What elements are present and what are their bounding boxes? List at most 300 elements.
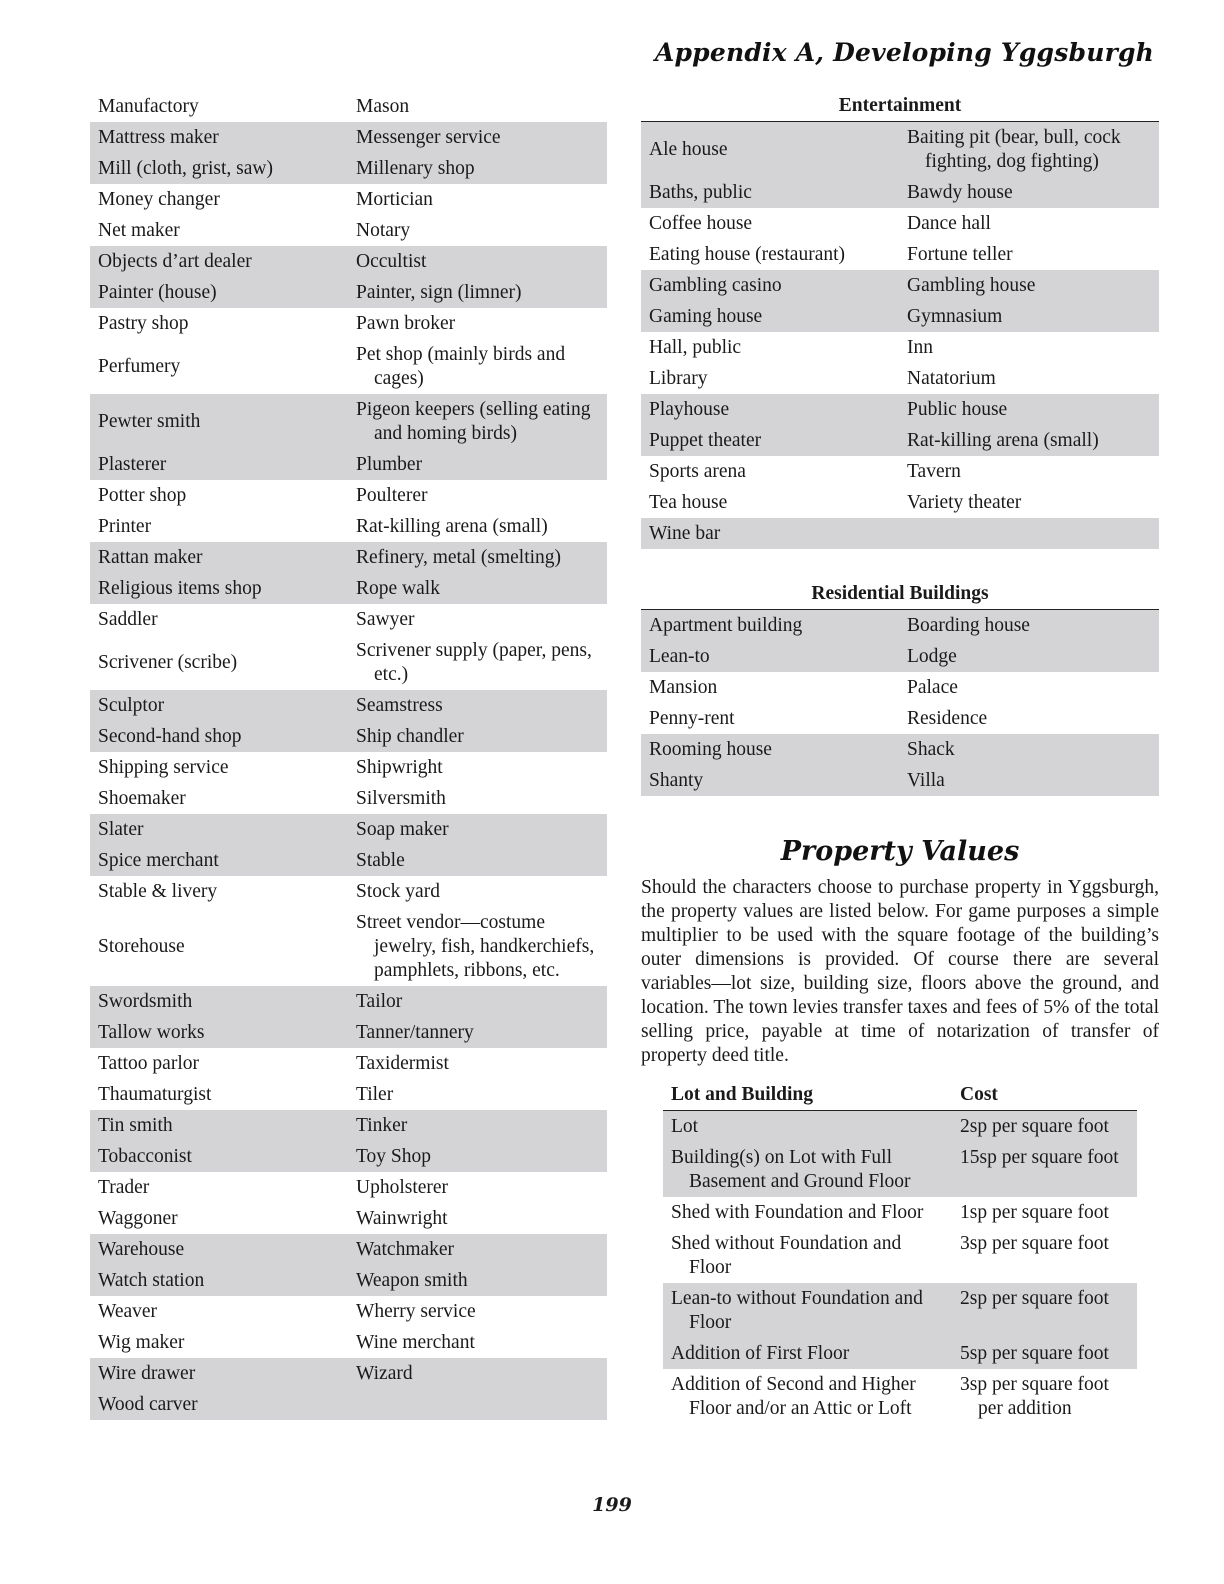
business-list-label-left: Potter shop — [98, 484, 187, 506]
business-list-cell-right — [348, 690, 607, 721]
business-list-label-right: Scrivener supply (paper, pens, etc.) — [356, 639, 592, 685]
business-list-cell-right — [348, 1327, 607, 1358]
cost-item-label: Addition of Second and Higher Floor and/or an Attic or Loft — [671, 1373, 916, 1419]
business-list-row — [90, 122, 607, 153]
entertainment-label-right: Tavern — [907, 460, 961, 482]
cost-value-cell — [952, 1369, 1137, 1424]
business-list-cell-left — [90, 542, 348, 573]
cost-row — [663, 1111, 1137, 1143]
residential-cell-left — [641, 610, 899, 641]
business-list-cell-right — [348, 814, 607, 845]
entertainment-label-left: Library — [649, 367, 708, 389]
business-list-row — [90, 690, 607, 721]
business-list-cell-right — [348, 573, 607, 604]
business-list-cell-right — [348, 91, 607, 122]
business-list-cell-right — [348, 480, 607, 511]
business-list-label-right: Rat-killing arena (small) — [356, 515, 548, 537]
business-list-cell-right — [348, 449, 607, 480]
business-list-cell-left — [90, 1265, 348, 1296]
business-list-label-left: Tobacconist — [98, 1145, 192, 1167]
business-list-cell-right — [348, 604, 607, 635]
business-list-cell-right — [348, 1079, 607, 1110]
business-list-cell-right — [348, 511, 607, 542]
residential-label-right: Boarding house — [907, 614, 1030, 636]
entertainment-label-left: Sports arena — [649, 460, 746, 482]
business-list-cell-left — [90, 1203, 348, 1234]
business-list-cell-right — [348, 635, 607, 690]
business-list-cell-left — [90, 277, 348, 308]
business-list-label-right: Watchmaker — [356, 1238, 455, 1260]
business-list-label-left: Wire drawer — [98, 1362, 196, 1384]
entertainment-row — [641, 487, 1159, 518]
residential-label-left: Lean-to — [649, 645, 710, 667]
residential-table — [641, 610, 1159, 796]
business-list-label-left: Trader — [98, 1176, 150, 1198]
business-list-cell-left — [90, 690, 348, 721]
business-list-label-right: Pet shop (mainly birds and cages) — [356, 343, 566, 389]
page-header-title: Appendix A, Developing Yggsburgh — [654, 38, 1154, 67]
business-list-label-left: Weaver — [98, 1300, 158, 1322]
business-list-row — [90, 876, 607, 907]
business-list-label-right: Messenger service — [356, 126, 501, 148]
business-list-label-left: Shoemaker — [98, 787, 186, 809]
residential-row — [641, 703, 1159, 734]
business-list-row — [90, 986, 607, 1017]
entertainment-label-right: Fortune teller — [907, 243, 1013, 265]
cost-row — [663, 1369, 1137, 1424]
business-list-cell-left — [90, 511, 348, 542]
business-list-row — [90, 845, 607, 876]
business-list-cell-left — [90, 635, 348, 690]
business-list-label-right: Rope walk — [356, 577, 440, 599]
entertainment-label-left: Baths, public — [649, 181, 752, 203]
business-list-cell-left — [90, 783, 348, 814]
business-list-cell-left — [90, 1172, 348, 1203]
business-list-label-right: Seamstress — [356, 694, 443, 716]
cost-item-cell — [663, 1142, 952, 1197]
cost-item-label: Lean-to without Foundation and Floor — [671, 1287, 923, 1333]
entertainment-label-left: Playhouse — [649, 398, 730, 420]
entertainment-cell-right — [899, 487, 1159, 518]
business-list-label-left: Net maker — [98, 219, 180, 241]
business-list-cell-right — [348, 876, 607, 907]
business-list-cell-right — [348, 1265, 607, 1296]
business-list-cell-right — [348, 246, 607, 277]
cost-row — [663, 1197, 1137, 1228]
entertainment-row — [641, 456, 1159, 487]
entertainment-cell-right — [899, 394, 1159, 425]
business-list-cell-right — [348, 153, 607, 184]
cost-value-label: 15sp per square foot — [960, 1146, 1119, 1168]
entertainment-row — [641, 332, 1159, 363]
business-list-label-left: Watch station — [98, 1269, 205, 1291]
residential-row — [641, 610, 1159, 641]
entertainment-section — [641, 91, 1159, 549]
cost-value-cell — [952, 1338, 1137, 1369]
business-list-label-right: Soap maker — [356, 818, 449, 840]
cost-value-label: 2sp per square foot — [960, 1115, 1109, 1137]
business-list-label-right: Mason — [356, 95, 410, 117]
business-list-cell-right — [348, 1172, 607, 1203]
business-list-cell-left — [90, 573, 348, 604]
business-list-label-right: Mortician — [356, 188, 433, 210]
business-list-row — [90, 573, 607, 604]
business-list-cell-right — [348, 542, 607, 573]
business-list-cell-right — [348, 986, 607, 1017]
cost-value-label: 2sp per square foot — [960, 1287, 1109, 1309]
business-list-row — [90, 153, 607, 184]
right-column — [641, 91, 1159, 796]
business-list-label-left: Storehouse — [98, 935, 185, 957]
business-list-label-left: Plasterer — [98, 453, 167, 475]
business-list-cell-left — [90, 449, 348, 480]
entertainment-cell-left — [641, 456, 899, 487]
residential-cell-right — [899, 765, 1159, 796]
business-list-row — [90, 721, 607, 752]
business-list-label-left: Wig maker — [98, 1331, 185, 1353]
entertainment-label-right: Inn — [907, 336, 933, 358]
business-list-row — [90, 752, 607, 783]
entertainment-cell-left — [641, 122, 899, 177]
entertainment-cell-right — [899, 177, 1159, 208]
residential-label-right: Villa — [907, 769, 945, 791]
business-list-label-right: Wizard — [356, 1362, 413, 1384]
business-list-row — [90, 480, 607, 511]
entertainment-cell-left — [641, 487, 899, 518]
business-list-label-right: Toy Shop — [356, 1145, 432, 1167]
entertainment-row — [641, 363, 1159, 394]
business-list-cell-right — [348, 1141, 607, 1172]
entertainment-cell-right — [899, 425, 1159, 456]
business-list-cell-left — [90, 845, 348, 876]
business-list-cell-left — [90, 752, 348, 783]
cost-item-cell — [663, 1369, 952, 1424]
business-list-cell-right — [348, 1017, 607, 1048]
cost-row — [663, 1142, 1137, 1197]
business-list-label-right: Pigeon keepers (selling eating and homing birds) — [356, 398, 591, 444]
entertainment-cell-left — [641, 177, 899, 208]
residential-label-right: Lodge — [907, 645, 957, 667]
business-list-label-left: Tattoo parlor — [98, 1052, 199, 1074]
business-list-row — [90, 277, 607, 308]
business-list-label-right: Weapon smith — [356, 1269, 468, 1291]
cost-value-label: 3sp per square foot — [960, 1232, 1109, 1254]
entertainment-row — [641, 239, 1159, 270]
business-list-row — [90, 1296, 607, 1327]
cost-item-cell — [663, 1197, 952, 1228]
cost-table-header-cost: Cost — [952, 1080, 1137, 1111]
business-list-cell-right — [348, 1358, 607, 1389]
business-list-row — [90, 814, 607, 845]
business-list-label-left: Religious items shop — [98, 577, 262, 599]
business-list-table — [90, 91, 607, 1420]
entertainment-cell-right — [899, 122, 1159, 177]
entertainment-cell-left — [641, 394, 899, 425]
business-list-cell-right — [348, 845, 607, 876]
business-list-label-right: Tinker — [356, 1114, 408, 1136]
business-list-row — [90, 394, 607, 449]
business-list-cell-right — [348, 907, 607, 986]
cost-item-label: Building(s) on Lot with Full Basement and Ground Floor — [671, 1146, 911, 1192]
business-list-label-left: Shipping service — [98, 756, 229, 778]
residential-title: Residential Buildings — [641, 579, 1159, 610]
entertainment-row — [641, 425, 1159, 456]
business-list-cell-left — [90, 1110, 348, 1141]
entertainment-label-left: Gambling casino — [649, 274, 782, 296]
business-list-row — [90, 1079, 607, 1110]
business-list-label-left: Scrivener (scribe) — [98, 651, 238, 673]
entertainment-cell-left — [641, 301, 899, 332]
entertainment-label-right: Bawdy house — [907, 181, 1013, 203]
entertainment-row — [641, 208, 1159, 239]
entertainment-label-left: Coffee house — [649, 212, 753, 234]
residential-cell-left — [641, 765, 899, 796]
business-list-cell-right — [348, 308, 607, 339]
business-list-cell-left — [90, 339, 348, 394]
business-list-cell-left — [90, 721, 348, 752]
entertainment-cell-right — [899, 208, 1159, 239]
cost-value-cell — [952, 1111, 1137, 1143]
entertainment-cell-right — [899, 301, 1159, 332]
business-list-label-right: Plumber — [356, 453, 423, 475]
business-list-cell-left — [90, 986, 348, 1017]
cost-value-cell — [952, 1197, 1137, 1228]
cost-item-cell — [663, 1283, 952, 1338]
business-list-cell-left — [90, 153, 348, 184]
residential-label-right: Shack — [907, 738, 955, 760]
business-list-column — [90, 91, 607, 1420]
entertainment-cell-right — [899, 363, 1159, 394]
residential-cell-right — [899, 610, 1159, 641]
entertainment-label-left: Ale house — [649, 138, 728, 160]
entertainment-cell-right — [899, 239, 1159, 270]
business-list-label-left: Tin smith — [98, 1114, 173, 1136]
entertainment-cell-left — [641, 270, 899, 301]
entertainment-cell-left — [641, 518, 899, 549]
cost-item-cell — [663, 1338, 952, 1369]
business-list-row — [90, 215, 607, 246]
business-list-label-left: Painter (house) — [98, 281, 217, 303]
business-list-label-right: Tailor — [356, 990, 403, 1012]
business-list-row — [90, 635, 607, 690]
business-list-label-right: Wherry service — [356, 1300, 476, 1322]
business-list-row — [90, 1203, 607, 1234]
business-list-row — [90, 246, 607, 277]
business-list-row — [90, 449, 607, 480]
business-list-cell-right — [348, 394, 607, 449]
business-list-row — [90, 1389, 607, 1420]
entertainment-label-left: Puppet theater — [649, 429, 762, 451]
entertainment-cell-right — [899, 270, 1159, 301]
business-list-cell-left — [90, 876, 348, 907]
cost-item-cell — [663, 1111, 952, 1143]
business-list-label-right: Upholsterer — [356, 1176, 449, 1198]
cost-table-wrapper — [663, 1080, 1137, 1424]
business-list-row — [90, 783, 607, 814]
business-list-label-right: Stable — [356, 849, 405, 871]
entertainment-table — [641, 122, 1159, 549]
business-list-row — [90, 604, 607, 635]
business-list-label-left: Mill (cloth, grist, saw) — [98, 157, 273, 179]
cost-item-label: Lot — [671, 1115, 699, 1137]
business-list-label-left: Objects d’art dealer — [98, 250, 252, 272]
entertainment-cell-left — [641, 363, 899, 394]
business-list-cell-right — [348, 1203, 607, 1234]
business-list-label-left: Rattan maker — [98, 546, 203, 568]
entertainment-label-right: Public house — [907, 398, 1008, 420]
business-list-row — [90, 1141, 607, 1172]
cost-table — [663, 1080, 1137, 1424]
entertainment-title: Entertainment — [641, 91, 1159, 122]
business-list-cell-left — [90, 215, 348, 246]
business-list-cell-left — [90, 1327, 348, 1358]
entertainment-row — [641, 122, 1159, 177]
business-list-row — [90, 1048, 607, 1079]
entertainment-cell-left — [641, 239, 899, 270]
business-list-label-right: Stock yard — [356, 880, 440, 902]
business-list-row — [90, 1110, 607, 1141]
business-list-label-left: Saddler — [98, 608, 158, 630]
business-list-row — [90, 511, 607, 542]
residential-cell-right — [899, 734, 1159, 765]
business-list-cell-right — [348, 1296, 607, 1327]
business-list-label-right: Shipwright — [356, 756, 443, 778]
cost-value-cell — [952, 1228, 1137, 1283]
business-list-label-left: Mattress maker — [98, 126, 219, 148]
business-list-label-left: Pewter smith — [98, 410, 201, 432]
business-list-row — [90, 184, 607, 215]
business-list-label-right: Ship chandler — [356, 725, 464, 747]
business-list-row — [90, 339, 607, 394]
business-list-label-left: Printer — [98, 515, 152, 537]
business-list-cell-right — [348, 721, 607, 752]
residential-row — [641, 734, 1159, 765]
business-list-cell-left — [90, 1296, 348, 1327]
entertainment-row — [641, 518, 1159, 549]
business-list-row — [90, 907, 607, 986]
entertainment-label-right: Dance hall — [907, 212, 991, 234]
residential-row — [641, 672, 1159, 703]
cost-value-label: 5sp per square foot — [960, 1342, 1109, 1364]
business-list-row — [90, 542, 607, 573]
business-list-label-left: Slater — [98, 818, 144, 840]
business-list-label-left: Pastry shop — [98, 312, 189, 334]
business-list-cell-left — [90, 480, 348, 511]
residential-cell-right — [899, 672, 1159, 703]
business-list-label-left: Manufactory — [98, 95, 199, 117]
business-list-label-left: Money changer — [98, 188, 220, 210]
business-list-cell-left — [90, 814, 348, 845]
entertainment-label-right: Gymnasium — [907, 305, 1003, 327]
entertainment-label-left: Eating house (restaurant) — [649, 243, 846, 265]
business-list-label-right: Occultist — [356, 250, 427, 272]
business-list-label-left: Waggoner — [98, 1207, 178, 1229]
cost-item-label: Shed without Foundation and Floor — [671, 1232, 902, 1278]
business-list-label-right: Sawyer — [356, 608, 415, 630]
business-list-cell-left — [90, 1048, 348, 1079]
business-list-cell-left — [90, 91, 348, 122]
business-list-cell-left — [90, 1079, 348, 1110]
business-list-cell-right — [348, 122, 607, 153]
business-list-row — [90, 1265, 607, 1296]
business-list-cell-left — [90, 1141, 348, 1172]
residential-label-left: Penny-rent — [649, 707, 735, 729]
business-list-label-left: Stable & livery — [98, 880, 218, 902]
business-list-label-right: Poulterer — [356, 484, 428, 506]
business-list-label-right: Silversmith — [356, 787, 446, 809]
business-list-label-left: Thaumaturgist — [98, 1083, 212, 1105]
residential-label-right: Palace — [907, 676, 958, 698]
entertainment-label-right: Rat-killing arena (small) — [907, 429, 1099, 451]
residential-label-right: Residence — [907, 707, 988, 729]
residential-section — [641, 579, 1159, 796]
business-list-row — [90, 1234, 607, 1265]
business-list-label-left: Swordsmith — [98, 990, 193, 1012]
business-list-row — [90, 1358, 607, 1389]
business-list-cell-left — [90, 1017, 348, 1048]
business-list-cell-right — [348, 339, 607, 394]
business-list-label-left: Second-hand shop — [98, 725, 242, 747]
business-list-cell-left — [90, 184, 348, 215]
cost-table-header-item: Lot and Building — [663, 1080, 952, 1111]
business-list-cell-right — [348, 1389, 607, 1420]
business-list-cell-right — [348, 783, 607, 814]
entertainment-row — [641, 301, 1159, 332]
residential-row — [641, 641, 1159, 672]
entertainment-label-right: Variety theater — [907, 491, 1022, 513]
cost-value-cell — [952, 1142, 1137, 1197]
business-list-cell-right — [348, 1048, 607, 1079]
business-list-cell-right — [348, 215, 607, 246]
business-list-cell-left — [90, 308, 348, 339]
cost-value-cell — [952, 1283, 1137, 1338]
business-list-cell-left — [90, 604, 348, 635]
business-list-cell-right — [348, 1110, 607, 1141]
business-list-cell-right — [348, 1234, 607, 1265]
entertainment-label-left: Tea house — [649, 491, 728, 513]
business-list-row — [90, 1172, 607, 1203]
entertainment-row — [641, 270, 1159, 301]
business-list-row — [90, 1327, 607, 1358]
entertainment-label-left: Wine bar — [649, 522, 721, 544]
cost-item-cell — [663, 1228, 952, 1283]
entertainment-label-right: Natatorium — [907, 367, 996, 389]
cost-row — [663, 1228, 1137, 1283]
cost-value-label: 1sp per square foot — [960, 1201, 1109, 1223]
entertainment-label-left: Gaming house — [649, 305, 763, 327]
residential-row — [641, 765, 1159, 796]
business-list-cell-right — [348, 184, 607, 215]
business-list-label-right: Tiler — [356, 1083, 394, 1105]
entertainment-cell-right — [899, 332, 1159, 363]
cost-item-label: Shed with Foundation and Floor — [671, 1201, 924, 1223]
residential-cell-right — [899, 703, 1159, 734]
business-list-label-right: Taxidermist — [356, 1052, 449, 1074]
residential-cell-left — [641, 703, 899, 734]
business-list-label-left: Sculptor — [98, 694, 165, 716]
business-list-cell-right — [348, 752, 607, 783]
business-list-label-right: Wine merchant — [356, 1331, 475, 1353]
business-list-row — [90, 1017, 607, 1048]
entertainment-label-right: Baiting pit (bear, bull, cock fighting, dog fighting) — [907, 126, 1121, 172]
residential-cell-left — [641, 734, 899, 765]
business-list-label-right: Refinery, metal (smelting) — [356, 546, 562, 568]
entertainment-cell-right — [899, 518, 1159, 549]
property-values-paragraph: Should the characters choose to purchase property in Yggsburgh, the property values are listed below. For game purposes a simple multiplier to be used with the square footage of the building’s outer dimensions is provided. Of course there are several variables—lot size, building size, floors above the ground, and location. The town levies transfer taxes and fees of 5% of the total selling price, payable at time of notarization of transfer of property deed title. — [641, 877, 1159, 1066]
business-list-cell-left — [90, 122, 348, 153]
business-list-label-right: Painter, sign (limner) — [356, 281, 522, 303]
business-list-label-left: Warehouse — [98, 1238, 185, 1260]
